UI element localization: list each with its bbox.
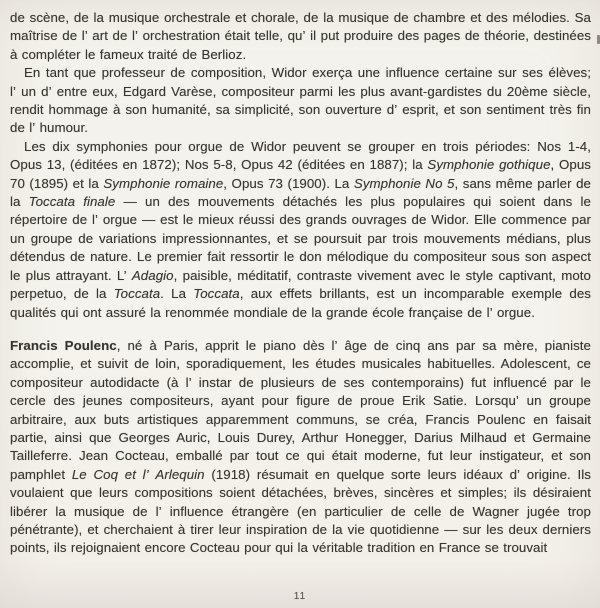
text-segment: — un des mouvements détachés les plus populaires qui soient dans le répertoire de l’ orgue — est le mieux réussi des grands ouvrages de Widor. Elle commence par un groupe de variations impressionnantes, et se poursuit par trois mouvements médians, plus détendus de nature. Le premier fait ressortir le don mélodique du compositeur sous son aspect le plus attrayant. L’ [10, 194, 591, 283]
text-segment: Symphonie No 5 [353, 175, 455, 191]
text-segment: Francis Poulenc [10, 337, 117, 353]
text-segment: (1918) résumait en quelque sorte leurs idéaux d’ origine. Ils voulaient que leurs compositions soient détachées, brèves, sincères et simples; ils désiraient libérer la musique de l’ influence étrangère (en particulier de celle de Wagner jugée trop pénétrante), et cherchaient à tirer leur inspiration de la vie quotidienne — sur les deux derniers points, ils rejoignaient encore Cocteau pour qui la véritable tradition en France se trouvait [10, 466, 591, 556]
text-segment: , né à Paris, apprit le piano dès l’ âge de cinq ans par sa mère, pianiste accomplie, et suivit de loin, sporadiquement, les études musicales habituelles. Adolescent, ce compositeur autodidacte (à l’ instar de plusieurs de ses contemporains) fut influencé par le cercle des jeunes compositeurs, ayant pour figure de proue Erik Satie. Lorsqu’ un groupe arbitraire, aux buts artistiques apparemment communs, se créa, Francis Poulenc en faisait partie, ainsi que Georges Auric, Louis Durey, Arthur Honegger, Darius Milhaud et Germaine Tailleferre. Jean Cocteau, emballé par tout ce qui était moderne, fut leur instigateur, et son pamphlet [10, 337, 591, 482]
text-segment: de scène, de la musique orchestrale et chorale, de la musique de chambre et des mélodies. Sa maîtrise de l’ art de l’ orchestration était telle, qu’ il put produire des pages de théorie, destinées à compléter le fameux traité de Berlioz. [10, 10, 591, 62]
text-segment: Les dix symphonies pour orgue de Widor peuvent se grouper en trois périodes: Nos 1-4, Opus 13, (éditées en 1872); Nos 5-8, Opus 42 (éditées en 1887); la [10, 138, 591, 173]
text-segment: , Opus 73 (1900). La [223, 175, 354, 191]
paragraph-widor-teaching [10, 64, 591, 138]
text-segment: . La [160, 286, 194, 302]
paragraph-poulenc-bio [10, 337, 591, 558]
text-segment: Toccata [113, 286, 161, 302]
text-segment: Le Coq et l’ Arlequin [71, 466, 205, 482]
text-segment: Toccata [193, 286, 240, 302]
text-segment: Symphonie gothique [427, 157, 551, 173]
page-number: 11 [293, 591, 307, 602]
text-segment: Adagio [131, 267, 174, 283]
text-segment: En tant que professeur de composition, Widor exerça une influence certaine sur ses élèves; l’ un d’ entre eux, Edgard Varèse, compositeur parmi les plus avant-gardistes du 20ème siècle, rendit hommage à son humanité, sa simplicité, son ouverture d’ esprit, et son sentiment très fin de l’ humour. [10, 65, 591, 136]
page-text [10, 9, 591, 558]
text-segment: Symphonie romaine [103, 175, 224, 191]
text-segment: , paisible, méditatif, contraste vivement avec le style captivant, moto perpetuo, de la [10, 267, 591, 302]
text-segment: , sans même parler de la [10, 175, 591, 210]
paragraph-widor-continuation [10, 9, 591, 64]
text-segment: Toccata finale [28, 194, 116, 210]
paragraph-widor-symphonies [10, 138, 591, 322]
text-segment: , aux effets brillants, est un incomparable exemple des qualités qui ont assuré la renommée mondiale de la grande école française de l’ orgue. [10, 286, 591, 320]
text-segment: , Opus 70 (1895) et la [10, 157, 591, 191]
